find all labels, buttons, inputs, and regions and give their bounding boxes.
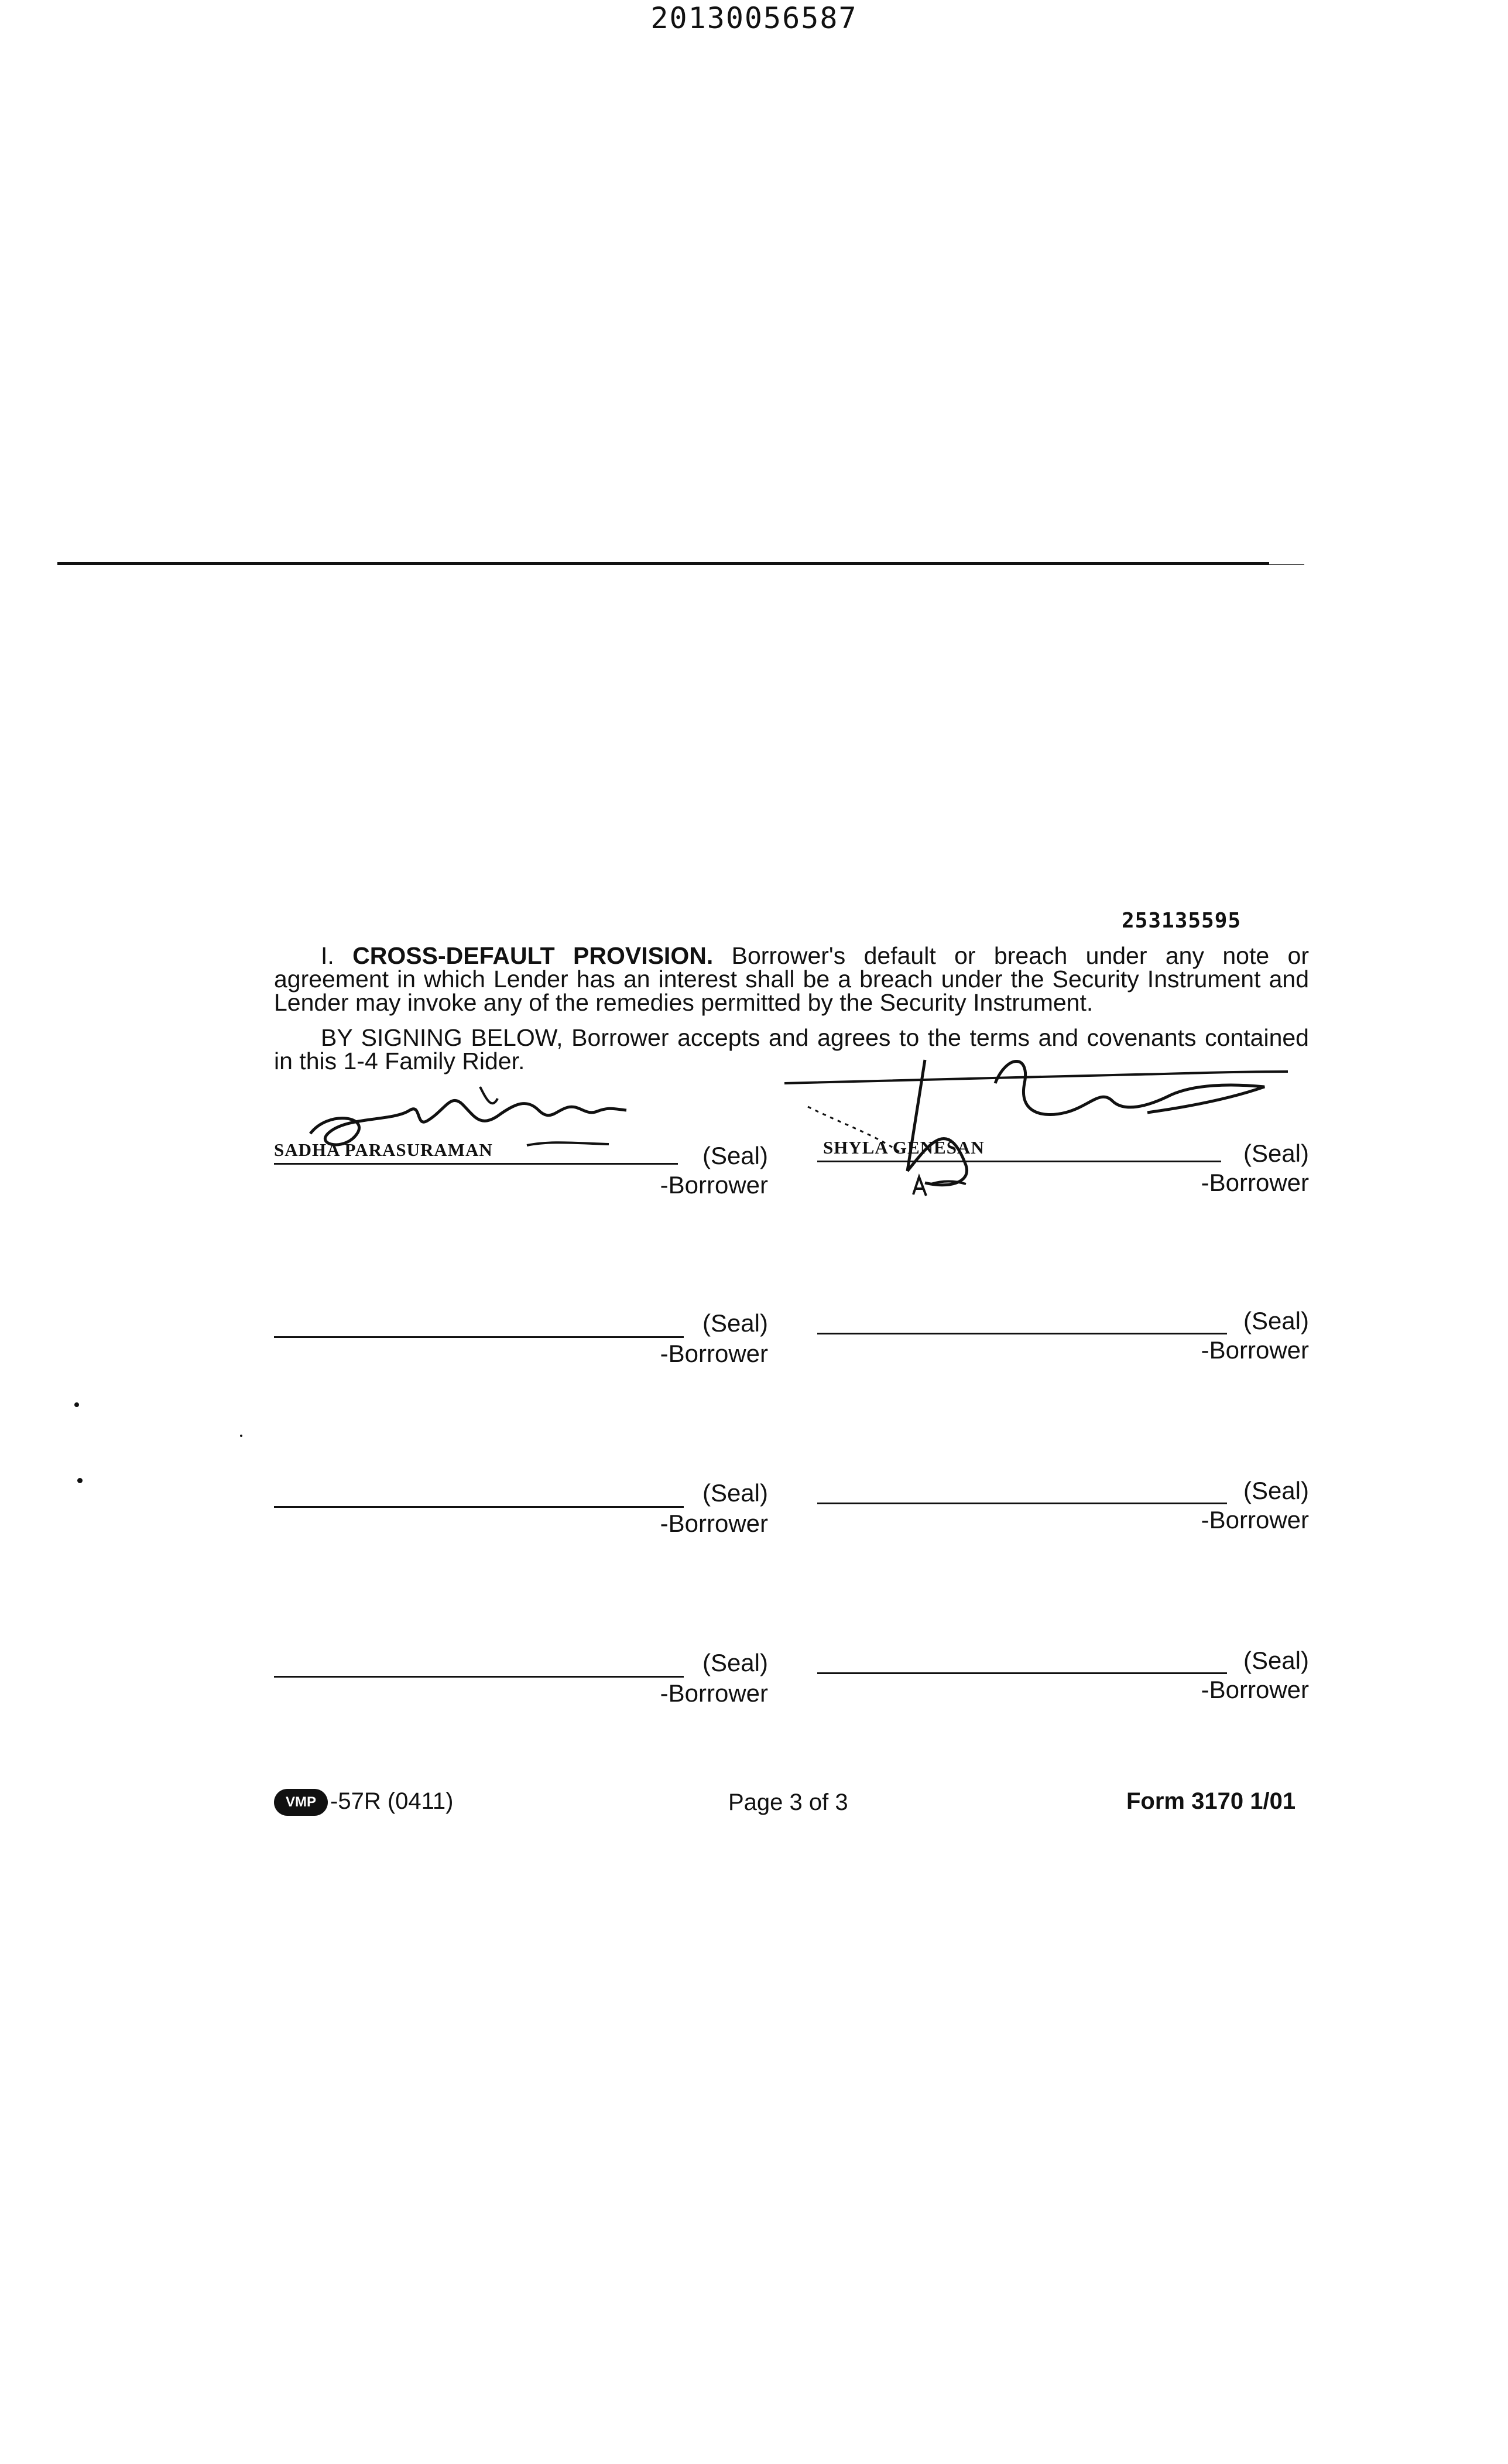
signature-line-3 — [274, 1336, 684, 1338]
signature-line-1 — [274, 1163, 678, 1165]
signature-line-7 — [274, 1676, 684, 1678]
seal-label-6: (Seal) — [1243, 1477, 1309, 1504]
role-label-7: -Borrower — [660, 1679, 768, 1707]
seal-label-8: (Seal) — [1243, 1647, 1309, 1674]
role-label-5: -Borrower — [660, 1510, 768, 1537]
seal-label-2: (Seal) — [1243, 1139, 1309, 1167]
seal-label-1: (Seal) — [702, 1142, 768, 1169]
seal-label-4: (Seal) — [1243, 1307, 1309, 1334]
horizontal-rule-tail — [1269, 564, 1304, 565]
acceptance-text: BY SIGNING BELOW, Borrower accepts and agrees to the terms and covenants contained in this 1-4 Family Rider. — [274, 1024, 1309, 1074]
form-code-text: -57R (0411) — [330, 1788, 454, 1814]
form-number: Form 3170 1/01 — [1126, 1788, 1296, 1814]
signature-line-5 — [274, 1506, 684, 1508]
section-label: I. — [321, 942, 334, 969]
borrower-name-2: SHYLA GENESAN — [823, 1137, 985, 1158]
role-label-4: -Borrower — [1201, 1336, 1309, 1364]
signature-line-4 — [817, 1333, 1227, 1334]
scan-speck — [74, 1402, 79, 1407]
section-text: Borrower's default or breach under any note or agreement in which Lender has an interest shall be a breach under the Security Instrument and Lender may invoke any of the remedies permitted by the Security Instrument. — [274, 942, 1309, 1016]
cross-default-paragraph — [274, 944, 1309, 1014]
document-number: 20130056587 — [650, 1, 858, 35]
form-code — [274, 1788, 453, 1816]
signature-line-2 — [817, 1161, 1221, 1162]
signature-line-8 — [817, 1672, 1227, 1674]
seal-label-7: (Seal) — [702, 1649, 768, 1676]
scan-speck — [240, 1435, 242, 1437]
seal-label-3: (Seal) — [702, 1309, 768, 1337]
horizontal-rule — [57, 562, 1269, 565]
section-heading: CROSS-DEFAULT PROVISION. — [352, 942, 714, 969]
page-label: Page 3 of 3 — [728, 1789, 848, 1815]
role-label-2: -Borrower — [1201, 1169, 1309, 1196]
seal-label-5: (Seal) — [702, 1479, 768, 1507]
role-label-3: -Borrower — [660, 1340, 768, 1367]
borrower-name-1: SADHA PARASURAMAN — [274, 1139, 493, 1160]
role-label-6: -Borrower — [1201, 1506, 1309, 1534]
loan-number: 253135595 — [1122, 909, 1242, 933]
signature-line-6 — [817, 1503, 1227, 1504]
scan-speck — [77, 1478, 83, 1483]
vmp-logo: VMP — [274, 1789, 328, 1816]
role-label-8: -Borrower — [1201, 1676, 1309, 1703]
role-label-1: -Borrower — [660, 1171, 768, 1199]
